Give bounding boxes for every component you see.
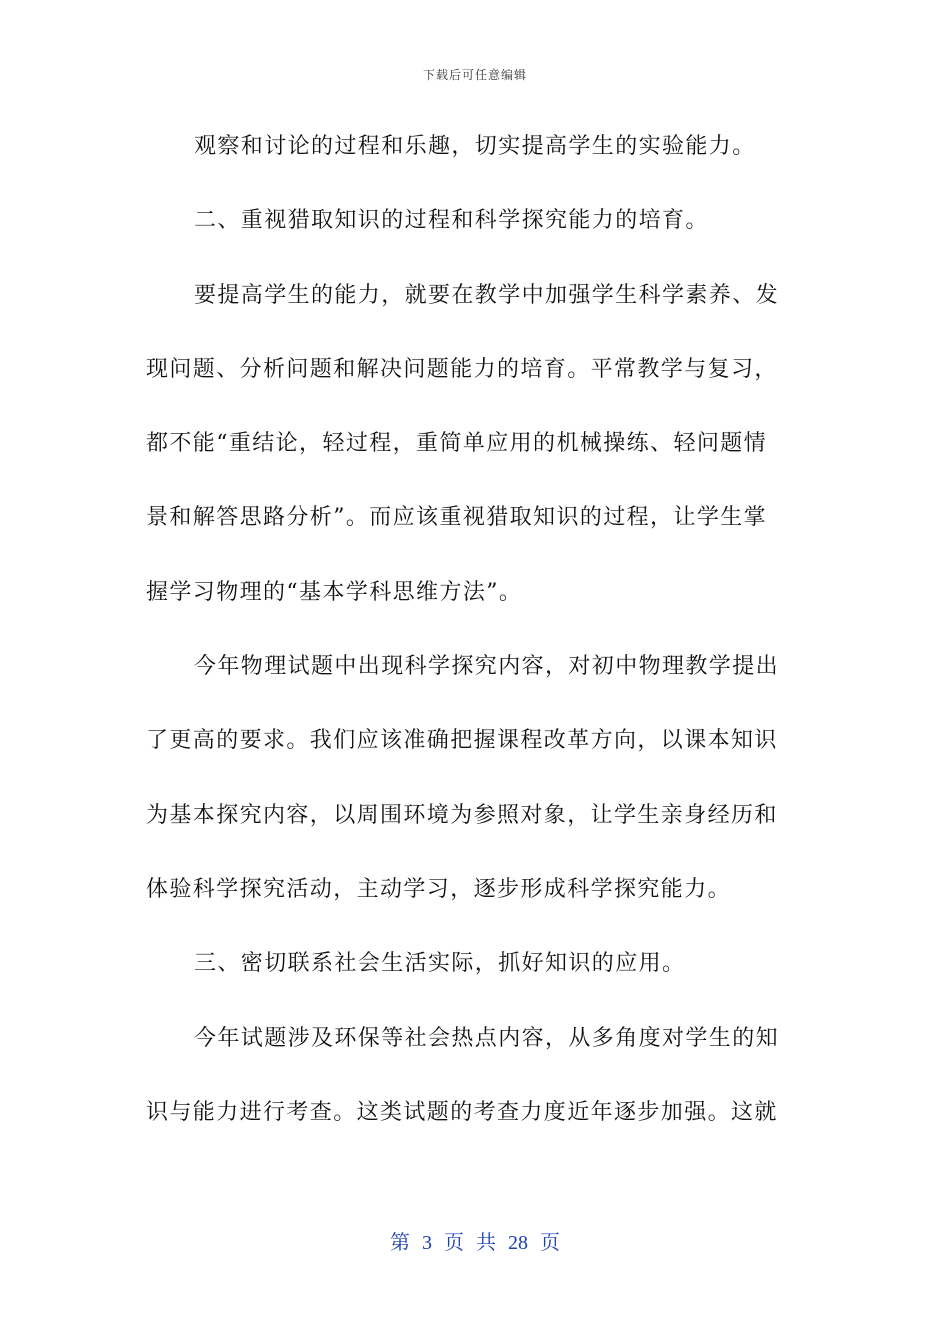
text-line: 现问题、分析问题和解决问题能力的培育。平常教学与复习， (146, 357, 778, 382)
text-line: 体验科学探究活动，主动学习，逐步形成科学探究能力。 (146, 877, 732, 902)
current-page-number: 3 (422, 1232, 432, 1254)
text-line: 今年物理试题中出现科学探究内容，对初中物理教学提出 (194, 654, 780, 679)
section-heading: 二、重视猎取知识的过程和科学探究能力的培育。 (194, 208, 709, 233)
text-line: 观察和讨论的过程和乐趣，切实提高学生的实验能力。 (194, 134, 756, 159)
footer-prefix: 第 (390, 1232, 410, 1254)
footer-total-label: 共 (476, 1232, 496, 1254)
text-line: 今年试题涉及环保等社会热点内容，从多角度对学生的知 (194, 1026, 780, 1051)
text-line: 识与能力进行考查。这类试题的考查力度近年逐步加强。这就 (146, 1100, 778, 1125)
text-line: 了更高的要求。我们应该准确把握课程改革方向，以课本知识 (146, 728, 778, 753)
text-line: 景和解答思路分析”。而应该重视猎取知识的过程，让学生掌 (146, 505, 768, 530)
text-line: 要提高学生的能力，就要在教学中加强学生科学素养、发 (194, 283, 780, 308)
text-line: 握学习物理的“基本学科思维方法”。 (146, 580, 523, 605)
page-header: 下载后可任意编辑 (422, 68, 527, 82)
text-line: 为基本探究内容，以周围环境为参照对象，让学生亲身经历和 (146, 803, 778, 828)
footer-suffix: 页 (540, 1232, 560, 1254)
footer-page-label: 页 (444, 1232, 464, 1254)
text-line: 都不能“重结论，轻过程，重简单应用的机械操练、轻问题情 (146, 431, 768, 456)
total-page-count: 28 (508, 1232, 528, 1254)
section-heading: 三、密切联系社会生活实际，抓好知识的应用。 (194, 951, 686, 976)
page-footer (0, 1226, 950, 1255)
